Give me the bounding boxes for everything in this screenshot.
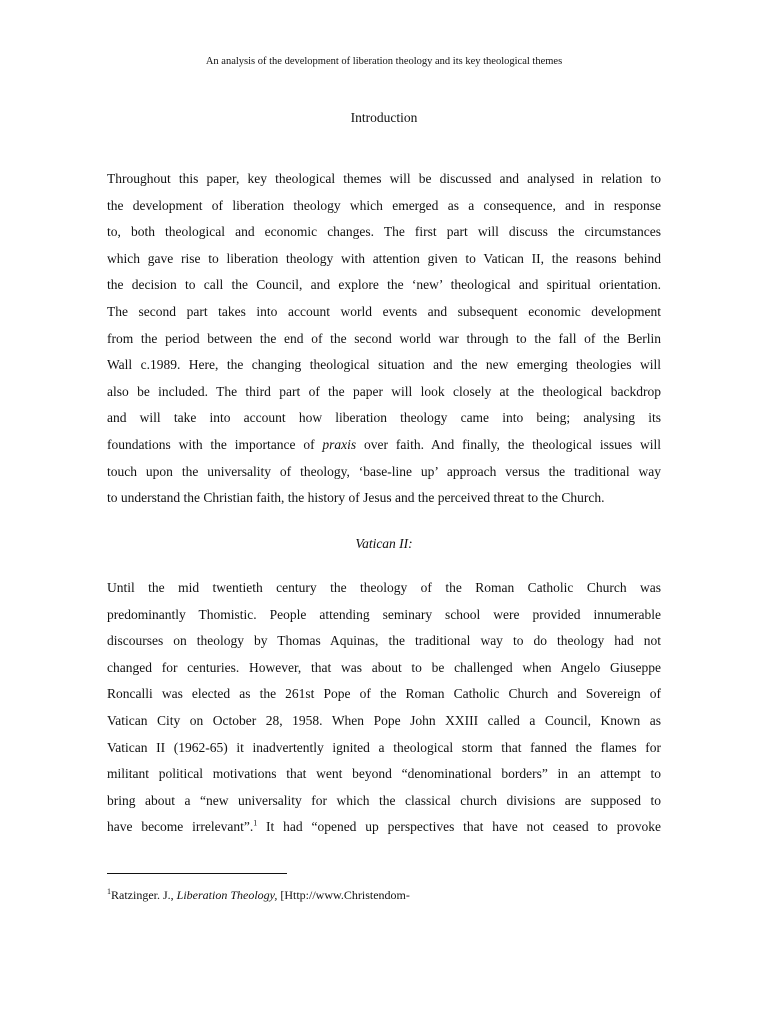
paragraph-line: Wall c.1989. Here, the changing theological situation and the new emerging theologies will: [107, 357, 661, 373]
paragraph-line: changed for centuries. However, that was about to be challenged when Angelo Giuseppe: [107, 659, 661, 675]
footnote-reference: 1: [253, 818, 258, 828]
footnote-separator: [107, 873, 287, 874]
paragraph-line: the decision to call the Council, and explore the ‘new’ theological and spiritual orientation.: [107, 277, 661, 293]
paragraph-line: Throughout this paper, key theological themes will be discussed and analysed in relation to: [107, 171, 661, 186]
line-text: have become irrelevant”.: [107, 819, 254, 835]
paragraph-line: and will take into account how liberation theology came into being; analysing its: [107, 410, 661, 426]
paragraph-line: predominantly Thomistic. People attending seminary school were provided innumerable: [107, 606, 661, 622]
paragraph-line: [107, 814, 661, 841]
paragraph-line: from the period between the end of the second world war through to the fall of the Berlin: [107, 330, 661, 346]
paragraph-line: discourses on theology by Thomas Aquinas, the traditional way to do theology had not: [107, 633, 661, 649]
introduction-heading: Introduction: [350, 110, 418, 125]
paragraph-line: Until the mid twentieth century the theology of the Roman Catholic Church was: [107, 580, 661, 595]
footnote-title: Liberation Theology,: [176, 888, 278, 902]
vatican-ii-paragraph: [107, 575, 661, 841]
line-text: over faith. And finally, the theological issues will: [356, 436, 661, 452]
paragraph-line: bring about a “new universality for which the classical church divisions are supposed to: [107, 792, 661, 808]
paragraph-line: touch upon the universality of theology, ‘base-line up’ approach versus the traditional way: [107, 463, 661, 479]
paragraph-line: Vatican II (1962-65) it inadvertently ignited a theological storm that fanned the flames for: [107, 739, 661, 755]
footnote: [107, 887, 410, 903]
introduction-paragraph: [107, 166, 661, 512]
paragraph-line: to understand the Christian faith, the history of Jesus and the perceived threat to the Church.: [107, 490, 605, 506]
paragraph-line: The second part takes into account world events and subsequent economic development: [107, 303, 661, 319]
vatican-ii-heading: Vatican II:: [355, 536, 413, 551]
paragraph-line: the development of liberation theology which emerged as a consequence, and in response: [107, 197, 661, 213]
line-text: foundations with the importance of: [107, 436, 323, 452]
paragraph-line: Roncalli was elected as the 261st Pope of the Roman Catholic Church and Sovereign of: [107, 686, 661, 702]
paragraph-line: to, both theological and economic changes. The first part will discuss the circumstances: [107, 224, 661, 240]
footnote-source: [Http://www.Christendom-: [277, 888, 410, 902]
footnote-marker: 1: [107, 887, 111, 896]
italic-term: praxis: [322, 436, 357, 452]
paragraph-line: Vatican City on October 28, 1958. When Pope John XXIII called a Council, Known as: [107, 712, 661, 728]
line-text: It had “opened up perspectives that have not ceased to provoke: [257, 819, 662, 835]
running-header: An analysis of the development of liberation theology and its key theological themes: [205, 56, 563, 67]
paragraph-line: which gave rise to liberation theology with attention given to Vatican II, the reasons behind: [107, 250, 661, 266]
paragraph-line: also be included. The third part of the paper will look closely at the theological backdrop: [107, 383, 661, 399]
paragraph-line: militant political motivations that went beyond “denominational borders” in an attempt to: [107, 766, 661, 782]
footnote-author: Ratzinger. J.,: [111, 888, 177, 902]
paragraph-line: [107, 432, 661, 459]
